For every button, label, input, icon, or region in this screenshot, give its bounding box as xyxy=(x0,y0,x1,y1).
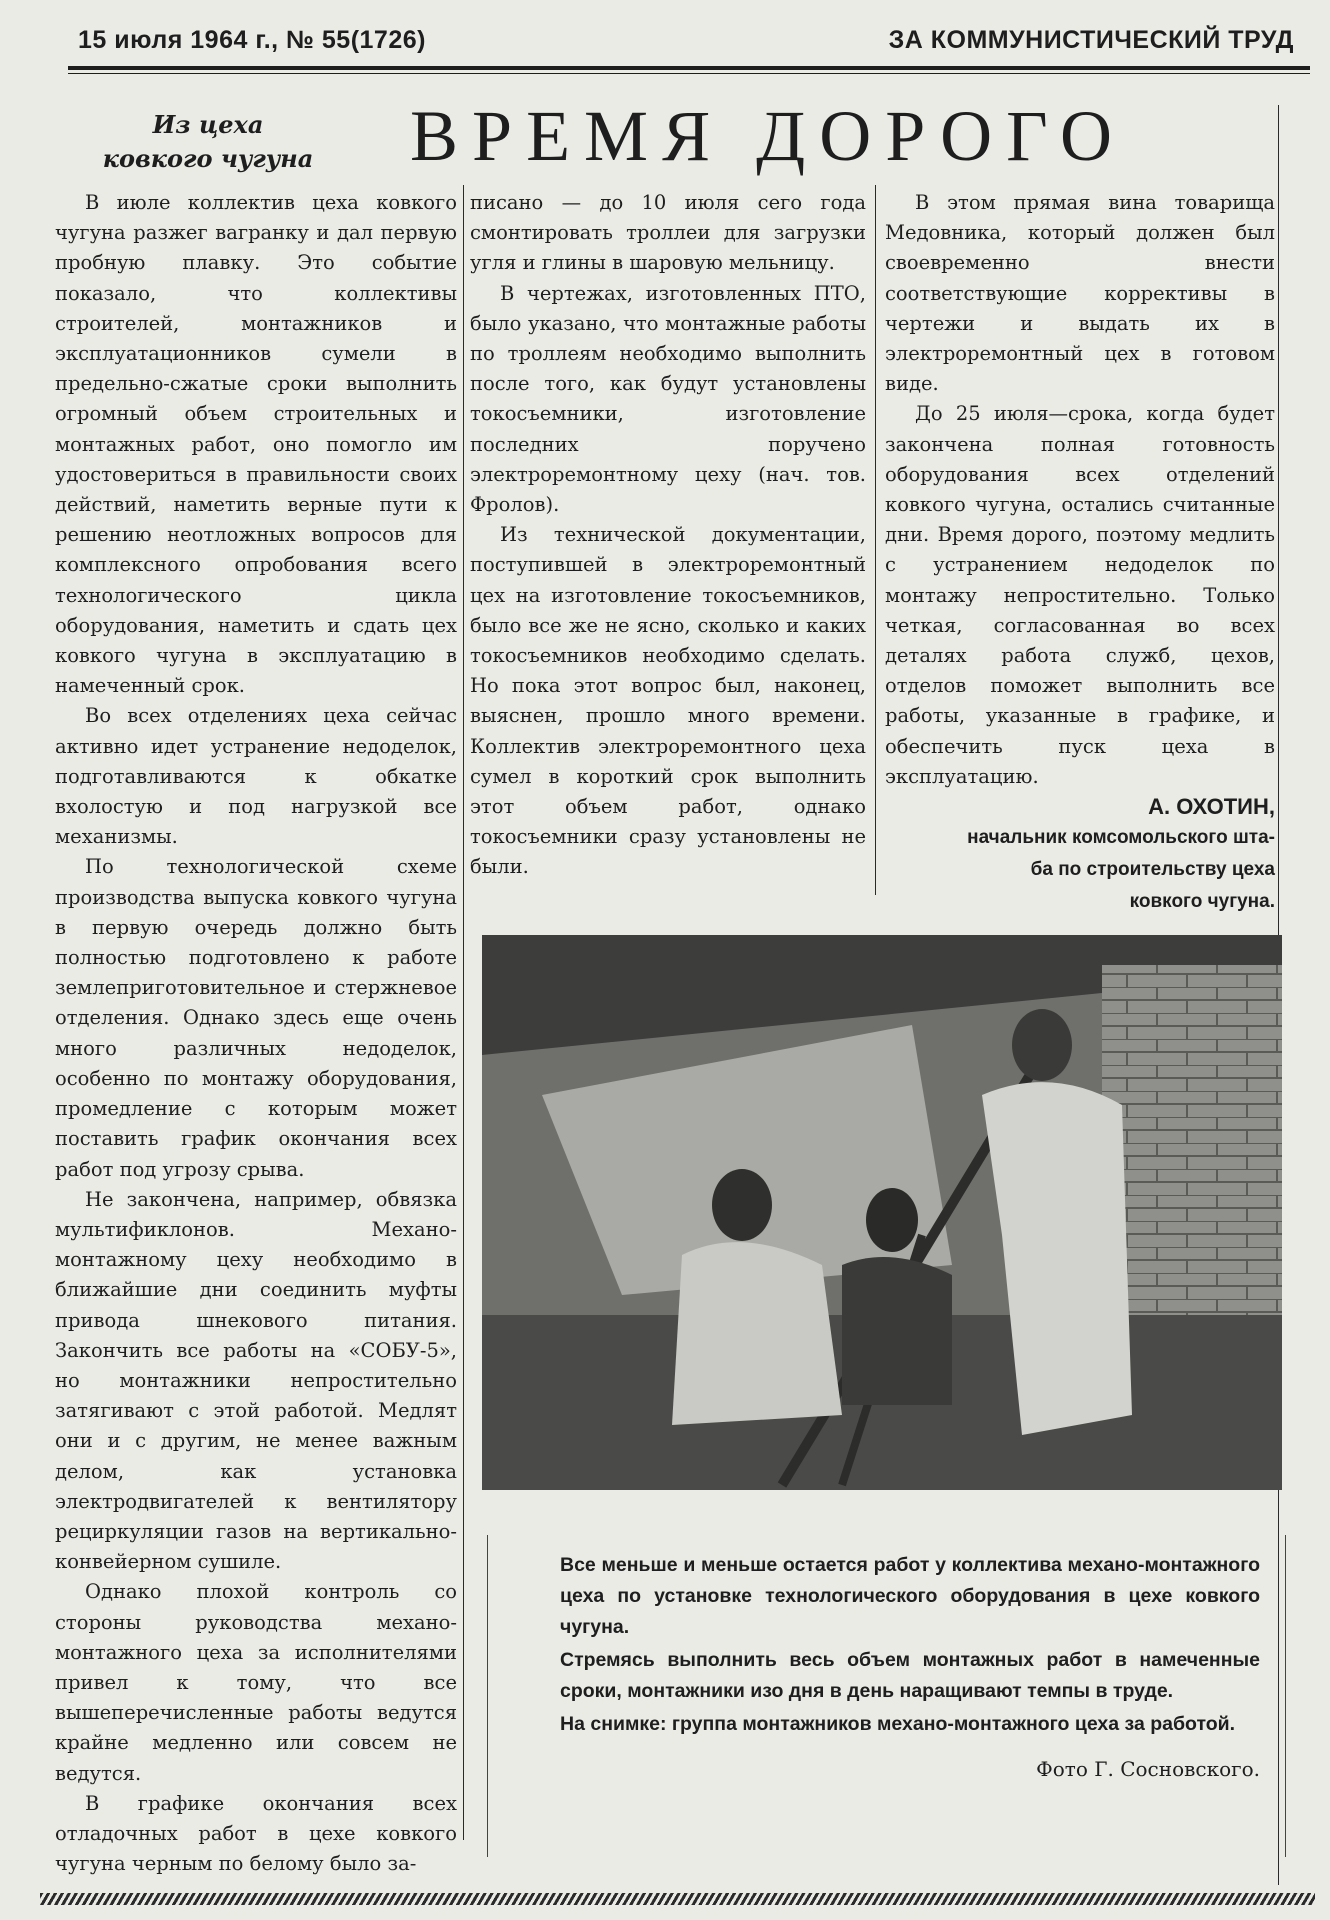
column-divider xyxy=(875,185,876,895)
article-column-1 xyxy=(55,188,457,1879)
author-name: А. ОХОТИН, xyxy=(1148,794,1275,820)
paragraph: Во всех отделениях цеха сейчас активно идет устранение недоделок, подготавливаются к обкатке вхолостую и под нагрузкой все механизмы. xyxy=(55,704,457,849)
news-photo xyxy=(482,935,1282,1490)
caption-paragraph: Все меньше и меньше остается работ у коллектива механо-монтажного цеха по установке технологического оборудования в цехе ковкого чугуна. xyxy=(560,1554,1260,1638)
rubric xyxy=(88,108,328,176)
paragraph: В графике окончания всех отладочных работ в цехе ковкого чугуна черным по белому было за- xyxy=(55,1791,457,1876)
paragraph: В чертежах, изготовленных ПТО, было указано, что монтажные работы по троллеям необходимо выполнить после того, как будут установлены токосъемники, изготовление последних поручено электроремонтному цеху (нач. тов. Фролов). xyxy=(470,281,866,517)
paragraph: Из технической документации, поступившей в электроремонтный цех на изготовление токосъемников, было все же не ясно, сколько и каких токосъемников необходимо сделать. Но пока этот вопрос был, наконец, выяснен, прошло много времени. Коллектив электроремонтного цеха сумел в короткий срок выполнить этот объем работ, однако токосъемники сразу установлены не были. xyxy=(470,523,866,879)
rubric-line-1: Из цеха xyxy=(152,110,264,139)
caption-paragraph: На снимке: группа монтажников механо-монтажного цеха за работой. xyxy=(560,1713,1236,1735)
rubric-line-2: ковкого чугуна xyxy=(102,144,314,173)
photo-caption xyxy=(560,1548,1260,1785)
paragraph: Не закончена, например, обвязка мультификлонов. Механо-монтажному цеху необходимо в ближайшие дни соединить муфты привода шнекового питания. Закончить все работы на «СОБУ-5», но монтажники непростительно затягивают с этой работой. Медлят они и с другим, не менее важным делом, как установка электродвигателей к вентилятору рециркуляции газов на вертикально-конвейерном сушиле. xyxy=(55,1187,457,1574)
article-column-3 xyxy=(885,188,1275,918)
photo-credit: Фото Г. Сосновского. xyxy=(1036,1757,1260,1781)
paragraph: В июле коллектив цеха ковкого чугуна разжег вагранку и дал первую пробную плавку. Это событие показало, что коллективы строителей, монтажников и эксплуатационников сумели в предельно-сжатые сроки выполнить огромный объем строительных и монтажных работ, оно помогло им удостовериться в правильности своих действий, наметить верные пути к решению неотложных вопросов для комплексного опробования всего технологического цикла оборудования, наметить и сдать цех ковкого чугуна в эксплуатацию в намеченный срок. xyxy=(55,191,457,698)
author-role-line: ба по строительству цеха xyxy=(1030,859,1275,881)
header-rule xyxy=(68,66,1310,70)
article-title: ВРЕМЯ ДОРОГО xyxy=(410,96,1126,176)
column-divider xyxy=(463,185,464,1840)
paragraph: До 25 июля—срока, когда будет закончена полная готовность оборудования всех отделений ковкого чугуна, остались считанные дни. Время дорого, поэтому медлить с устранением недоделок по монтажу непростительно. Только четкая, согласованная во всех деталях работа служб, цехов, отделов поможет выполнить все работы, указанные в графике, и обеспечить пуск цеха в эксплуатацию. xyxy=(885,402,1275,788)
newspaper-name: ЗА КОММУНИСТИЧЕСКИЙ ТРУД xyxy=(888,26,1294,54)
photo-illustration xyxy=(482,935,1282,1490)
author-role-line: начальник комсомольского шта- xyxy=(967,827,1275,849)
article-column-2 xyxy=(470,188,866,883)
issue-date: 15 июля 1964 г., № 55(1726) xyxy=(78,26,426,54)
paragraph: писано — до 10 июля сего года смонтировать троллеи для загрузки угля и глины в шаровую мельницу. xyxy=(470,191,866,275)
paragraph: По технологической схеме производства выпуска ковкого чугуна в первую очередь должно быть полностью подготовлено к работе землеприготовительное и стержневое отделения. Однако здесь еще очень много различных недоделок, особенно по монтажу оборудования, промедление с которым может поставить график окончания всех работ под угрозу срыва. xyxy=(55,855,457,1181)
footer-hatched-rule xyxy=(40,1893,1315,1905)
caption-paragraph: Стремясь выполнить весь объем монтажных работ в намеченные сроки, монтажники изо дня в день наращивают темпы в труде. xyxy=(560,1649,1260,1702)
paragraph: Однако плохой контроль со стороны руководства механо-монтажного цеха за исполнителями привел к тому, что все вышеперечисленные работы ведутся крайне медленно или совсем не ведутся. xyxy=(55,1580,457,1785)
author-role xyxy=(885,822,1275,918)
header-rule-thin xyxy=(68,73,1310,74)
author-role-line: ковкого чугуна. xyxy=(1129,891,1275,913)
paragraph: В этом прямая вина товарища Медовника, который должен был своевременно внести соответствующие коррективы в чертежи и выдать их в электроремонтный цех в готовом виде. xyxy=(885,191,1275,396)
